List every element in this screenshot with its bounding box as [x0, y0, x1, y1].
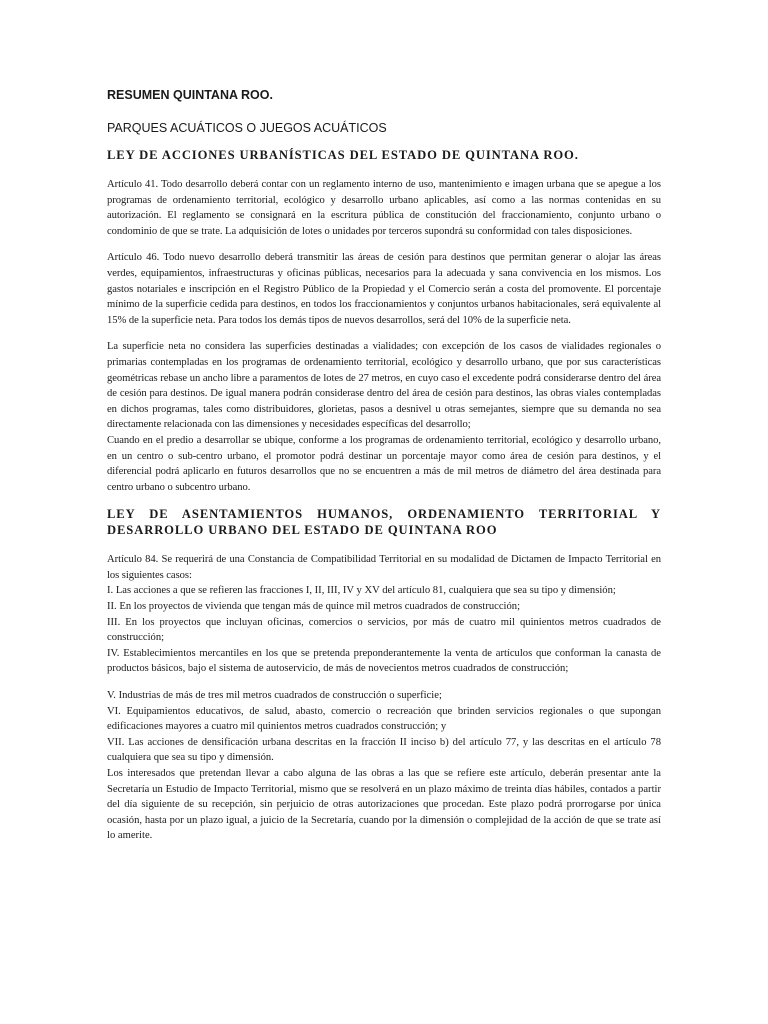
- list-item: IV. Establecimientos mercantiles en los que se pretenda preponderantemente la venta de artículos que conforman la canasta de productos básicos, bajo el sistema de autoservicio, de más de novecientos metros cuadrados de construcción;: [107, 647, 661, 675]
- law1-heading: LEY DE ACCIONES URBANÍSTICAS DEL ESTADO DE QUINTANA ROO.: [107, 148, 579, 162]
- article-41-paragraph: Artículo 41. Todo desarrollo deberá contar con un reglamento interno de uso, mantenimiento e imagen urbana que se apegue a los programas de ordenamiento territorial, ecológico y desarrollo urbano aplicables, así como a las normas contenidas en su autorización. El reglamento se consignará en la escritura pública de constitución del fraccionamiento, conjunto urbano o condominio de que se trate. La adquisición de lotes o unidades por terceros supondrá su conformidad con tales disposiciones.: [107, 179, 661, 237]
- superficie-neta-paragraph: La superficie neta no considera las superficies destinadas a vialidades; con excepción de los casos de vialidades regionales o primarias contempladas en los programas de ordenamiento territorial, ecológico y desarrollo urbano, que por sus características geométricas rebase un ancho libre a paramentos de lotes de 27 metros, en cuyo caso el excedente podrá considerarse dentro del área de cesión para destinos. De igual manera podrán considerase dentro del área de cesión para destinos, las obras viales contempladas en dichos programas, tales como distribuidores, glorietas, pasos a desnivel u otras semejantes, siempre que su demanda no sea directamente relacionada con las dimensiones y necesidades específicas del desarrollo;: [107, 341, 661, 431]
- list-item: VII. Las acciones de densificación urbana descritas en la fracción II inciso b) del artículo 77, y las descritas en el artículo 78 cualquiera que sea su tipo y dimensión.: [107, 736, 661, 764]
- article-84-fractions-list-a: [107, 583, 661, 677]
- document-content: [107, 88, 661, 844]
- article-46-paragraph: Artículo 46. Todo nuevo desarrollo deberá transmitir las áreas de cesión para destinos que permitan generar o alojar las áreas verdes, equipamientos, infraestructuras y oficinas públicas, necesarios para la adecuada y sana convivencia en los mismos. Los gastos notariales e inscripción en el Registro Público de la Propiedad y el Comercio serán a costa del promovente. El porcentaje mínimo de la superficie cedida para destinos, en todos los fraccionamientos y conjuntos urbanos habitacionales, será equivalente al 15% de la superficie neta. Para todos los demás tipos de nuevos desarrollos, será del 10% de la superficie neta.: [107, 252, 661, 326]
- article-84-intro: Artículo 84. Se requerirá de una Constancia de Compatibilidad Territorial en su modalidad de Dictamen de Impacto Territorial en los siguientes casos:: [107, 554, 661, 581]
- list-item: II. En los proyectos de vivienda que tengan más de quince mil metros cuadrados de construcción;: [107, 601, 521, 613]
- list-item: V. Industrias de más de tres mil metros cuadrados de construcción o superficie;: [107, 690, 442, 702]
- article-84-fractions-list-b: [107, 688, 661, 844]
- list-item: III. En los proyectos que incluyan oficinas, comercios o servicios, por más de cuatro mil quinientos metros cuadrados de construcción;: [107, 616, 661, 644]
- list-item: VI. Equipamientos educativos, de salud, abasto, comercio o recreación que brinden servicios regionales o que supongan edificaciones mayores a cuatro mil quinientos metros cuadrados construcción; y: [107, 705, 661, 733]
- law2-heading: LEY DE ASENTAMIENTOS HUMANOS, ORDENAMIENTO TERRITORIAL Y DESARROLLO URBANO DEL ESTADO DE QUINTANA ROO: [107, 507, 661, 538]
- centro-urbano-paragraph: Cuando en el predio a desarrollar se ubique, conforme a los programas de ordenamiento territorial, ecológico y desarrollo urbano, en un centro o sub-centro urbano, el promotor podrá destinar un porcentaje mayor como área de cesión para destinos, y el diferencial podrá aplicarlo en futuros desarrollos que no se encuentren a más de mil metros de diámetro del área destinada para centro urbano o subcentro urbano.: [107, 434, 661, 493]
- list-item: Los interesados que pretendan llevar a cabo alguna de las obras a las que se refiere este artículo, deberán presentar ante la Secretaría un Estudio de Impacto Territorial, mismo que se resolverá en un plazo máximo de treinta días hábiles, contados a partir del día siguiente de su recepción, sin perjuicio de otras autorizaciones que procedan. Este plazo podrá prorrogarse por única ocasión, hasta por un plazo igual, a juicio de la Secretaría, cuando por la dimensión o complejidad de la acción de que se trate así lo amerite.: [107, 768, 661, 842]
- list-item: I. Las acciones a que se refieren las fracciones I, II, III, IV y XV del artículo 81, cualquiera que sea su tipo y dimensión;: [107, 585, 616, 597]
- document-subtitle: PARQUES ACUÁTICOS O JUEGOS ACUÁTICOS: [107, 121, 387, 135]
- document-title: RESUMEN QUINTANA ROO.: [107, 88, 273, 102]
